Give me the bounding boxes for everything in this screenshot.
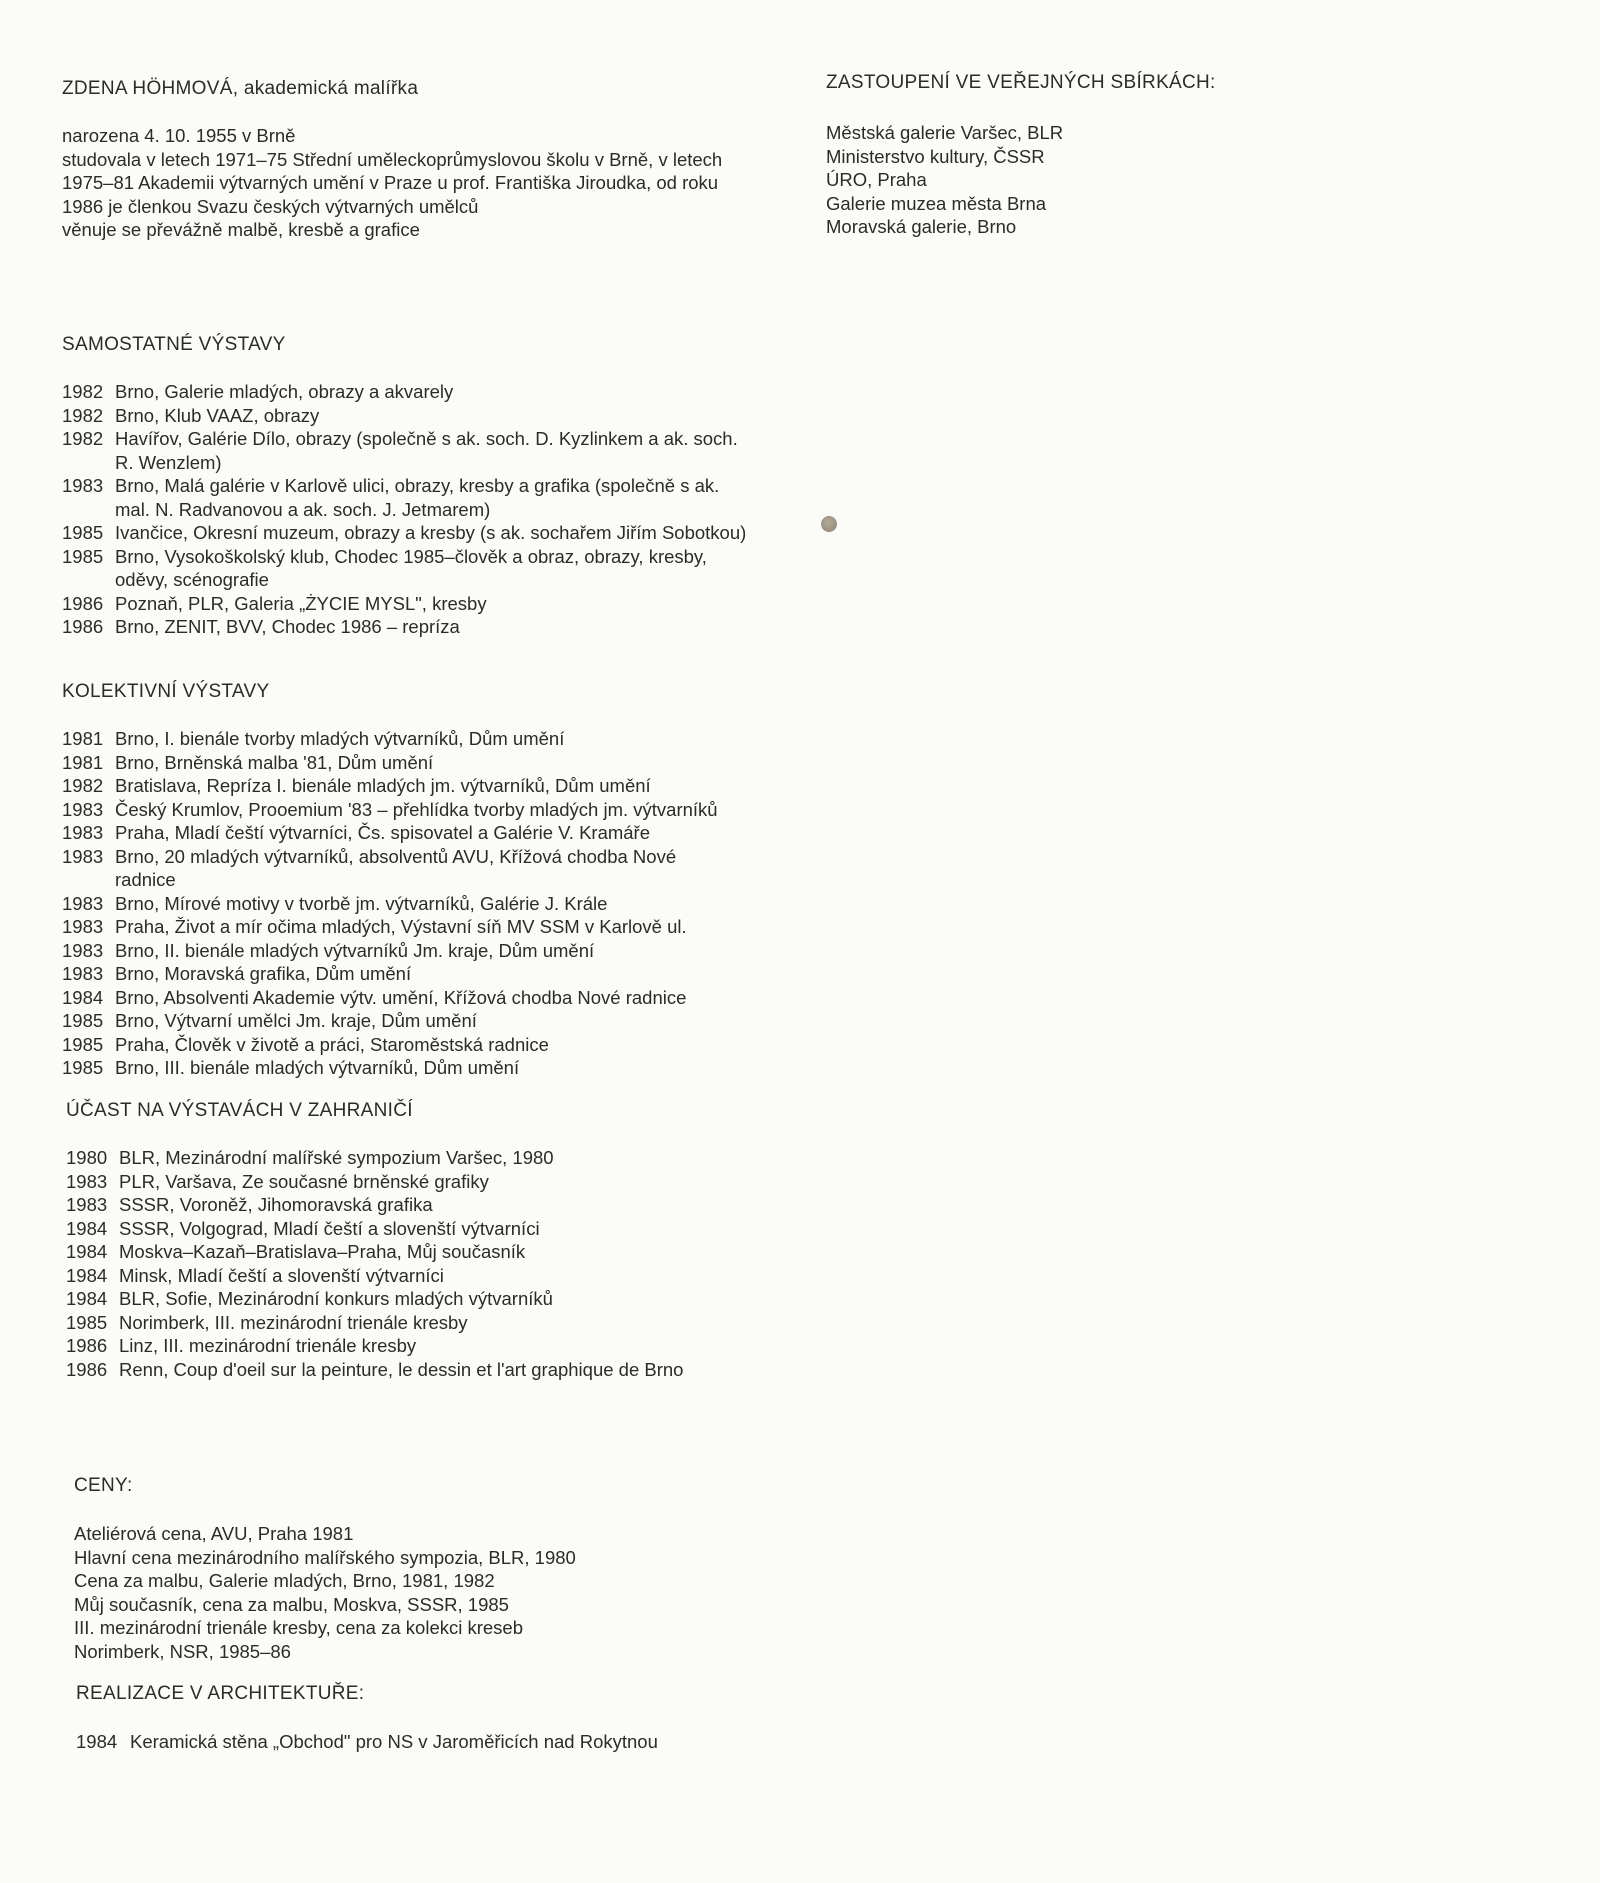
entry-year: 1983 (62, 845, 104, 867)
artist-name: ZDENA HÖHMOVÁ, akademická malířka (62, 78, 419, 99)
exhibition-entry (62, 727, 762, 751)
entry-year: 1982 (62, 381, 104, 402)
architecture-heading: REALIZACE V ARCHITEKTUŘE: (76, 1683, 365, 1704)
entry-text: Brno, Absolventi Akademie výtv. umění, Křížová chodba Nové radnice (115, 986, 687, 1008)
entry-text: Praha, Mladí čeští výtvarníci, Čs. spisovatel a Galérie V. Kramáře (115, 822, 651, 843)
exhibition-entry (66, 1217, 766, 1241)
architecture-list (76, 1730, 776, 1754)
entry-text: BLR, Sofie, Mezinárodní konkurs mladých výtvarníků (119, 1288, 553, 1309)
exhibition-entry (62, 892, 762, 916)
exhibition-entry (62, 380, 752, 404)
entry-year: 1982 (62, 404, 104, 426)
abroad-exhibitions-section (66, 1100, 766, 1381)
award-line: Hlavní cena mezinárodního malířského sympozia, BLR, 1980 (74, 1546, 576, 1568)
entry-text: Havířov, Galérie Dílo, obrazy (společně s ak. soch. D. Kyzlinkem a ak. soch. R. Wenzlem) (115, 428, 738, 473)
exhibition-entry (62, 845, 712, 892)
bio-line: 1975–81 Akademii výtvarných umění v Praze u prof. Františka Jiroudka, od roku (62, 172, 719, 194)
entry-year: 1986 (62, 616, 104, 637)
entry-text: Renn, Coup d'oeil sur la peinture, le dessin et l'art graphique de Brno (119, 1358, 684, 1380)
entry-year: 1985 (62, 545, 104, 567)
exhibition-entry (62, 774, 762, 798)
solo-exhibitions-heading: SAMOSTATNÉ VÝSTAVY (62, 334, 286, 355)
exhibition-entry (62, 751, 762, 775)
entry-text: Brno, III. bienále mladých výtvarníků, Dům umění (115, 1057, 520, 1078)
entry-text: Ivančice, Okresní muzeum, obrazy a kresby (s ak. sochařem Jiřím Sobotkou) (115, 522, 747, 543)
exhibition-entry (62, 404, 752, 428)
exhibition-entry (62, 474, 752, 521)
exhibition-entry (62, 592, 752, 616)
exhibition-entry (66, 1264, 766, 1288)
entry-year: 1984 (66, 1241, 108, 1262)
exhibition-entry (66, 1287, 766, 1311)
award-line: III. mezinárodní trienále kresby, cena za kolekci kreseb (74, 1617, 524, 1639)
entry-year: 1983 (62, 939, 104, 961)
exhibition-entry (62, 821, 762, 845)
exhibition-entry (66, 1358, 766, 1382)
exhibition-entry (66, 1311, 766, 1335)
abroad-exhibitions-heading: ÚČAST NA VÝSTAVÁCH V ZAHRANIČÍ (66, 1100, 413, 1121)
entry-year: 1984 (62, 986, 104, 1008)
entry-text: SSSR, Voroněž, Jihomoravská grafika (119, 1194, 433, 1215)
collections-heading: ZASTOUPENÍ VE VEŘEJNÝCH SBÍRKÁCH: (826, 72, 1216, 93)
entry-text: Moskva–Kazaň–Bratislava–Praha, Můj současník (119, 1241, 526, 1262)
exhibition-entry (62, 615, 752, 639)
entry-year: 1981 (62, 728, 104, 749)
entry-year: 1986 (66, 1335, 108, 1356)
exhibition-entry (62, 915, 762, 939)
entry-text: Norimberk, III. mezinárodní trienále kresby (119, 1311, 468, 1333)
exhibition-entry (62, 427, 752, 474)
entry-text: Poznaň, PLR, Galeria „ŻYCIE MYSL", kresby (115, 592, 487, 614)
entry-year: 1983 (62, 475, 104, 496)
entry-year: 1986 (62, 592, 104, 614)
awards-list (74, 1522, 774, 1664)
entry-year: 1984 (66, 1217, 108, 1239)
entry-year: 1983 (62, 822, 104, 843)
entry-text: Brno, Výtvarní umělci Jm. kraje, Dům umění (115, 1010, 477, 1031)
entry-text: Brno, Brněnská malba '81, Dům umění (115, 751, 434, 773)
collective-exhibitions-section (62, 681, 762, 1080)
exhibition-entry (62, 545, 752, 592)
entry-text: Brno, Mírové motivy v tvorbě jm. výtvarníků, Galérie J. Krále (115, 892, 608, 914)
exhibition-entry (66, 1170, 766, 1194)
entry-text: Brno, Malá galérie v Karlově ulici, obrazy, kresby a grafika (společně s ak. mal. N. Radvanovou a ak. soch. J. Jetmarem) (115, 475, 720, 520)
collection-item: ÚRO, Praha (826, 169, 927, 191)
entry-text: Keramická stěna „Obchod" pro NS v Jaroměřicích nad Rokytnou (130, 1731, 658, 1752)
exhibition-entry (66, 1146, 766, 1170)
exhibition-entry (62, 1056, 762, 1080)
entry-year: 1985 (62, 1010, 104, 1031)
bio-line: 1986 je členkou Svazu českých výtvarných umělců (62, 195, 479, 217)
paper-spot (821, 516, 837, 532)
entry-year: 1986 (66, 1358, 108, 1380)
entry-text: Brno, I. bienále tvorby mladých výtvarníků, Dům umění (115, 728, 565, 749)
entry-text: Brno, Klub VAAZ, obrazy (115, 404, 320, 426)
abroad-exhibitions-list (66, 1146, 766, 1381)
bio-text (62, 124, 762, 242)
entry-year: 1984 (66, 1264, 108, 1286)
exhibition-entry (62, 939, 762, 963)
exhibition-entry (62, 798, 762, 822)
awards-heading: CENY: (74, 1475, 133, 1496)
entry-year: 1983 (66, 1194, 108, 1215)
awards-section (74, 1475, 774, 1664)
entry-text: Brno, ZENIT, BVV, Chodec 1986 – repríza (115, 616, 460, 637)
entry-text: Brno, II. bienále mladých výtvarníků Jm. kraje, Dům umění (115, 939, 595, 961)
collective-exhibitions-heading: KOLEKTIVNÍ VÝSTAVY (62, 681, 270, 702)
entry-year: 1983 (62, 892, 104, 914)
entry-text: Brno, 20 mladých výtvarníků, absolventů AVU, Křížová chodba Nové radnice (115, 845, 677, 890)
exhibition-entry (62, 962, 762, 986)
entry-text: Brno, Moravská grafika, Dům umění (115, 963, 412, 984)
entry-text: Praha, Život a mír očima mladých, Výstavní síň MV SSM v Karlově ul. (115, 916, 687, 937)
collection-item: Ministerstvo kultury, ČSSR (826, 145, 1045, 167)
entry-text: Brno, Galerie mladých, obrazy a akvarely (115, 381, 454, 402)
entry-year: 1982 (62, 428, 104, 449)
entry-year: 1985 (62, 1033, 104, 1055)
entry-year: 1985 (62, 1057, 104, 1078)
collection-item: Městská galerie Varšec, BLR (826, 122, 1064, 143)
collections-list (826, 121, 1346, 239)
entry-year: 1982 (62, 775, 104, 796)
entry-text: PLR, Varšava, Ze současné brněnské grafiky (119, 1170, 489, 1192)
award-line: Cena za malbu, Galerie mladých, Brno, 1981, 1982 (74, 1570, 495, 1592)
entry-year: 1981 (62, 751, 104, 773)
exhibition-entry (62, 1009, 762, 1033)
entry-text: SSSR, Volgograd, Mladí čeští a slovenští výtvarníci (119, 1217, 540, 1239)
entry-text: Bratislava, Repríza I. bienále mladých jm. výtvarníků, Dům umění (115, 775, 651, 796)
entry-text: Linz, III. mezinárodní trienále kresby (119, 1335, 417, 1356)
bio-section (62, 78, 762, 242)
exhibition-entry (62, 521, 752, 545)
solo-exhibitions-list (62, 380, 752, 639)
entry-year: 1983 (66, 1170, 108, 1192)
solo-exhibitions-section (62, 334, 752, 639)
entry-text: Minsk, Mladí čeští a slovenští výtvarníci (119, 1264, 444, 1286)
bio-line: studovala v letech 1971–75 Střední uměleckoprůmyslovou školu v Brně, v letech (62, 148, 723, 170)
entry-year: 1984 (76, 1731, 118, 1752)
exhibition-entry (66, 1240, 766, 1264)
exhibition-entry (62, 1033, 762, 1057)
entry-year: 1983 (62, 798, 104, 820)
entry-year: 1985 (62, 522, 104, 543)
award-line: Můj současník, cena za malbu, Moskva, SSSR, 1985 (74, 1593, 509, 1615)
award-line: Ateliérová cena, AVU, Praha 1981 (74, 1523, 354, 1544)
exhibition-entry (66, 1334, 766, 1358)
entry-year: 1983 (62, 963, 104, 984)
entry-year: 1984 (66, 1288, 108, 1309)
exhibition-entry (62, 986, 762, 1010)
bio-line: narozena 4. 10. 1955 v Brně (62, 125, 296, 146)
realization-entry (76, 1730, 776, 1754)
bio-line: věnuje se převážně malbě, kresbě a grafice (62, 219, 420, 241)
entry-text: Český Krumlov, Prooemium '83 – přehlídka tvorby mladých jm. výtvarníků (115, 798, 718, 820)
architecture-section (76, 1683, 776, 1754)
entry-text: Brno, Vysokoškolský klub, Chodec 1985–člověk a obraz, obrazy, kresby, oděvy, scénografie (115, 545, 707, 590)
award-line: Norimberk, NSR, 1985–86 (74, 1640, 291, 1662)
collection-item: Moravská galerie, Brno (826, 216, 1017, 238)
entry-year: 1985 (66, 1311, 108, 1333)
entry-year: 1980 (66, 1147, 108, 1168)
collection-item: Galerie muzea města Brna (826, 192, 1047, 214)
entry-text: BLR, Mezinárodní malířské sympozium Varšec, 1980 (119, 1147, 554, 1168)
entry-text: Praha, Člověk v životě a práci, Staroměstská radnice (115, 1033, 549, 1055)
collective-exhibitions-list (62, 727, 762, 1080)
entry-year: 1983 (62, 916, 104, 937)
collections-section (826, 72, 1346, 239)
exhibition-entry (66, 1193, 766, 1217)
